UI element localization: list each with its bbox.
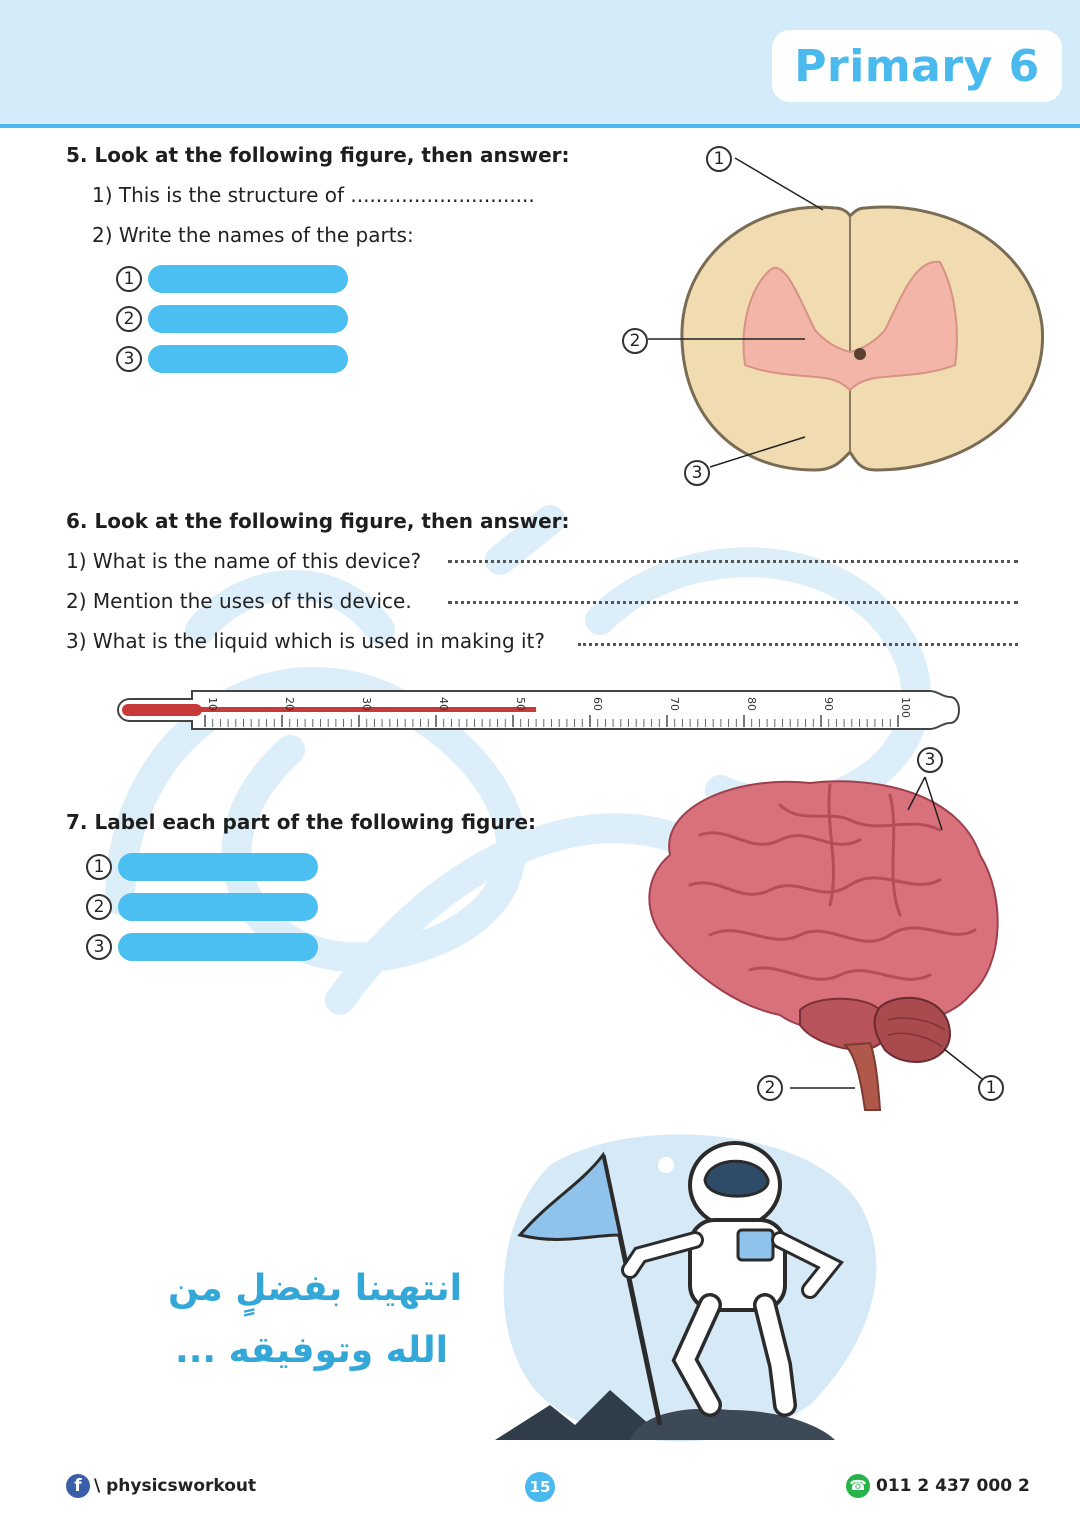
- tick-label: 40: [437, 697, 450, 711]
- tick-label: 50: [514, 697, 527, 711]
- facebook-icon: f: [66, 1474, 90, 1498]
- spinal-cord-figure: [610, 140, 1060, 490]
- answer-field[interactable]: [148, 345, 348, 373]
- q6-title: 6. Look at the following figure, then answer:: [66, 509, 570, 533]
- answer-field[interactable]: [118, 933, 318, 961]
- q7-title: 7. Label each part of the following figure:: [66, 810, 537, 834]
- figure-label-circle: 2: [622, 328, 648, 354]
- figure-label-circle: 3: [917, 747, 943, 773]
- social-handle: \ physicsworkout: [94, 1476, 257, 1496]
- q6-item-2: 2) Mention the uses of this device.: [66, 589, 412, 613]
- tick-label: 70: [668, 697, 681, 711]
- footer-contact[interactable]: [846, 1474, 1030, 1498]
- figure-label-circle: 3: [684, 460, 710, 486]
- thermometer-bulb: [122, 704, 202, 716]
- tick-label: 10: [206, 697, 219, 711]
- page-number: 15: [525, 1472, 555, 1502]
- number-circle: 2: [86, 894, 112, 920]
- answer-line[interactable]: [578, 643, 1018, 647]
- number-circle: 1: [86, 854, 112, 880]
- whatsapp-icon: ☎: [846, 1474, 870, 1498]
- footer-social[interactable]: [66, 1474, 256, 1498]
- q5-title: 5. Look at the following figure, then answer:: [66, 143, 570, 167]
- brain-figure: [630, 745, 1050, 1125]
- q7-answer-row-2[interactable]: [86, 893, 318, 921]
- tick-label: 30: [360, 697, 373, 711]
- q5-answer-row-3[interactable]: [116, 345, 348, 373]
- tick-label: 80: [745, 697, 758, 711]
- number-circle: 1: [116, 266, 142, 292]
- figure-label-circle: 1: [978, 1075, 1004, 1101]
- number-circle: 3: [86, 934, 112, 960]
- tick-label: 90: [822, 697, 835, 711]
- answer-field[interactable]: [118, 893, 318, 921]
- q5-answer-row-1[interactable]: [116, 265, 348, 293]
- answer-line[interactable]: [448, 601, 1018, 605]
- tick-label: 20: [283, 697, 296, 711]
- q5-item-2: 2) Write the names of the parts:: [92, 223, 414, 247]
- closing-line-1: انتهينا بفضلٍ من: [167, 1268, 462, 1309]
- tick-label: 60: [591, 697, 604, 711]
- figure-label-circle: 2: [757, 1075, 783, 1101]
- figure-label-circle: 1: [706, 146, 732, 172]
- answer-field[interactable]: [118, 853, 318, 881]
- q6-item-1: 1) What is the name of this device?: [66, 549, 422, 573]
- number-circle: 3: [116, 346, 142, 372]
- closing-line-2: الله وتوفيقه ...: [175, 1330, 448, 1371]
- astronaut-illustration: [480, 1125, 900, 1455]
- answer-field[interactable]: [148, 265, 348, 293]
- grade-badge-text: Primary 6: [794, 40, 1040, 92]
- q5-item-1: 1) This is the structure of .............................: [92, 183, 535, 207]
- q7-answer-row-1[interactable]: [86, 853, 318, 881]
- phone-number: 011 2 437 000 2: [876, 1476, 1030, 1496]
- number-circle: 2: [116, 306, 142, 332]
- q5-answer-row-2[interactable]: [116, 305, 348, 333]
- thermometer-figure: [110, 685, 970, 735]
- tick-label: 100: [899, 697, 912, 718]
- q7-answer-row-3[interactable]: [86, 933, 318, 961]
- answer-line[interactable]: [448, 560, 1018, 564]
- q6-item-3: 3) What is the liquid which is used in making it?: [66, 629, 546, 653]
- answer-field[interactable]: [148, 305, 348, 333]
- grade-badge: [772, 30, 1062, 102]
